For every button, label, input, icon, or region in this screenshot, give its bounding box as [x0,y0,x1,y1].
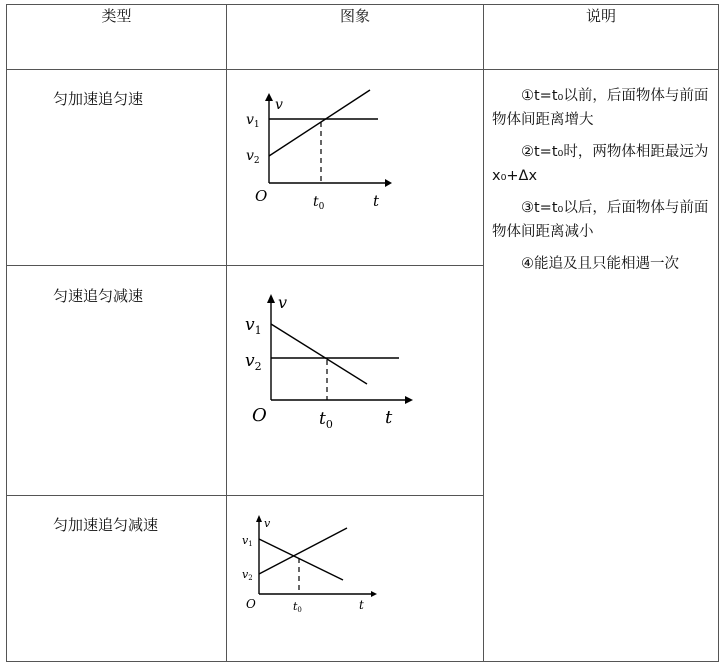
header-graph: 图象 [227,5,484,70]
description-item-3: ③t=t₀以后，后面物体与前面物体间距离减小 [492,200,709,241]
origin-label: O [252,405,267,427]
accelerating-line [269,90,370,156]
graph-cell [227,70,484,266]
v1-label: $v_1$ [245,315,262,338]
v-axis-arrow [256,515,262,522]
t0-label: $t_0$ [319,409,333,432]
v-axis-label: v [275,97,283,114]
v1-label: $v_1$ [246,112,260,131]
t-axis-arrow [385,179,392,187]
v-axis-arrow [267,294,275,303]
header-type: 类型 [7,5,227,70]
t-axis-arrow [405,396,413,404]
origin-label: O [255,187,268,206]
t-axis-label: t [373,192,380,211]
v-axis-label: v [264,516,271,530]
t0-label: t0 [293,599,302,614]
type-cell [7,266,227,495]
v1-label: v1 [242,533,253,548]
accelerating-line [259,528,347,574]
t-axis-label: t [385,407,393,429]
v2-label: $v_2$ [246,148,260,167]
type-label: 匀加速追匀速 [53,90,144,109]
description-item-1: ①t=t₀以前，后面物体与前面物体间距离增大 [492,88,709,129]
t-axis-label: t [359,597,364,612]
v-axis-arrow [265,93,273,101]
decelerating-line [259,539,343,580]
type-label: 匀速追匀减速 [53,287,144,306]
decelerating-line [271,324,367,384]
description [484,70,718,276]
pursuit-table [6,4,719,662]
v-axis-label: v [278,293,288,313]
description-item-4: ④能追及且只能相遇一次 [521,256,679,273]
vt-graph-2 [247,290,427,440]
header-description: 说明 [484,5,719,70]
table-row [7,70,719,266]
graph-cell [227,266,484,495]
type-label: 匀加速追匀减速 [53,515,159,534]
origin-label: O [246,596,256,611]
t0-label: $t_0$ [313,194,325,213]
vt-graph-3 [241,512,391,622]
v2-label: v2 [242,567,253,582]
description-item-2: ②t=t₀时，两物体相距最远为 x₀+Δx [492,144,709,185]
description-cell [484,70,719,662]
type-cell [7,70,227,266]
vt-graph-1 [245,88,405,238]
header-row [7,5,719,70]
t-axis-arrow [371,591,377,597]
type-cell [7,495,227,661]
graph-cell [227,495,484,661]
v2-label: $v_2$ [245,351,262,374]
